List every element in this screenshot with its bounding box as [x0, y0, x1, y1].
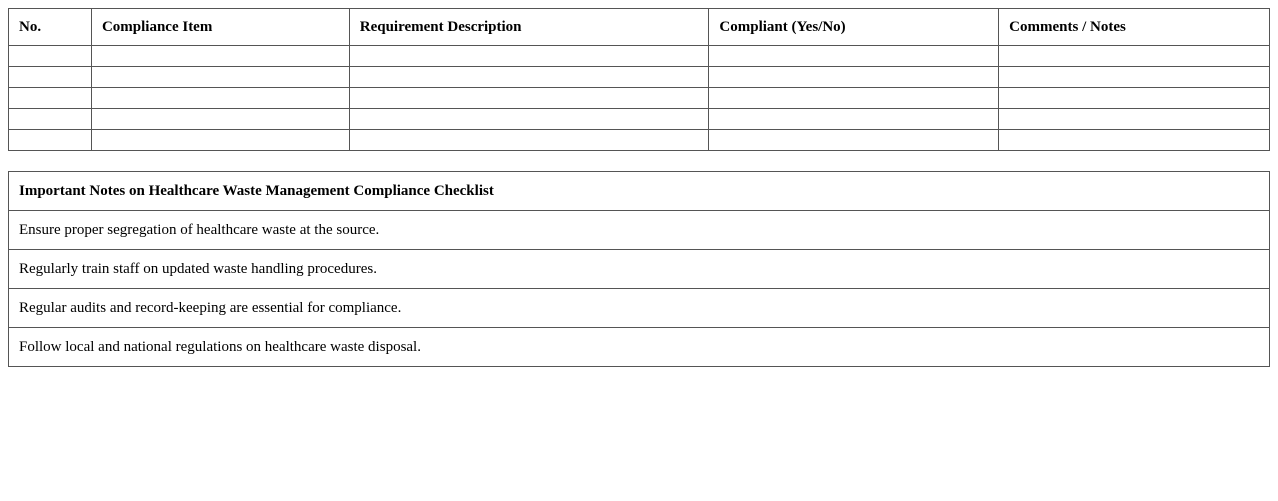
- note-row: [9, 328, 1270, 367]
- column-header-compliant: Compliant (Yes/No): [709, 9, 999, 46]
- table-cell: [91, 88, 349, 109]
- note-item: Follow local and national regulations on healthcare waste disposal.: [9, 328, 1270, 367]
- column-header-compliance-item: Compliance Item: [91, 9, 349, 46]
- notes-title: Important Notes on Healthcare Waste Management Compliance Checklist: [9, 172, 1270, 211]
- table-cell: [349, 109, 709, 130]
- important-notes-table: [8, 171, 1270, 367]
- column-header-requirement-description: Requirement Description: [349, 9, 709, 46]
- table-cell: [709, 130, 999, 151]
- table-cell: [91, 109, 349, 130]
- table-cell: [9, 46, 92, 67]
- note-item: Regular audits and record-keeping are essential for compliance.: [9, 289, 1270, 328]
- table-cell: [349, 46, 709, 67]
- table-cell: [999, 67, 1270, 88]
- table-cell: [349, 130, 709, 151]
- table-cell: [709, 46, 999, 67]
- table-cell: [91, 46, 349, 67]
- table-cell: [999, 130, 1270, 151]
- note-row: [9, 250, 1270, 289]
- table-row: [9, 109, 1270, 130]
- table-cell: [349, 67, 709, 88]
- table-cell: [709, 109, 999, 130]
- column-header-comments: Comments / Notes: [999, 9, 1270, 46]
- table-cell: [999, 109, 1270, 130]
- table-cell: [91, 130, 349, 151]
- table-row: [9, 46, 1270, 67]
- table-cell: [91, 67, 349, 88]
- table-row: [9, 130, 1270, 151]
- table-cell: [9, 109, 92, 130]
- notes-header-row: [9, 172, 1270, 211]
- table-cell: [999, 88, 1270, 109]
- table-cell: [999, 46, 1270, 67]
- note-item: Ensure proper segregation of healthcare waste at the source.: [9, 211, 1270, 250]
- compliance-checklist-table: [8, 8, 1270, 151]
- table-cell: [709, 67, 999, 88]
- note-row: [9, 289, 1270, 328]
- note-row: [9, 211, 1270, 250]
- table-cell: [9, 130, 92, 151]
- column-header-number: No.: [9, 9, 92, 46]
- table-cell: [9, 67, 92, 88]
- note-item: Regularly train staff on updated waste handling procedures.: [9, 250, 1270, 289]
- table-cell: [349, 88, 709, 109]
- checklist-header-row: [9, 9, 1270, 46]
- table-row: [9, 88, 1270, 109]
- table-cell: [709, 88, 999, 109]
- table-cell: [9, 88, 92, 109]
- table-row: [9, 67, 1270, 88]
